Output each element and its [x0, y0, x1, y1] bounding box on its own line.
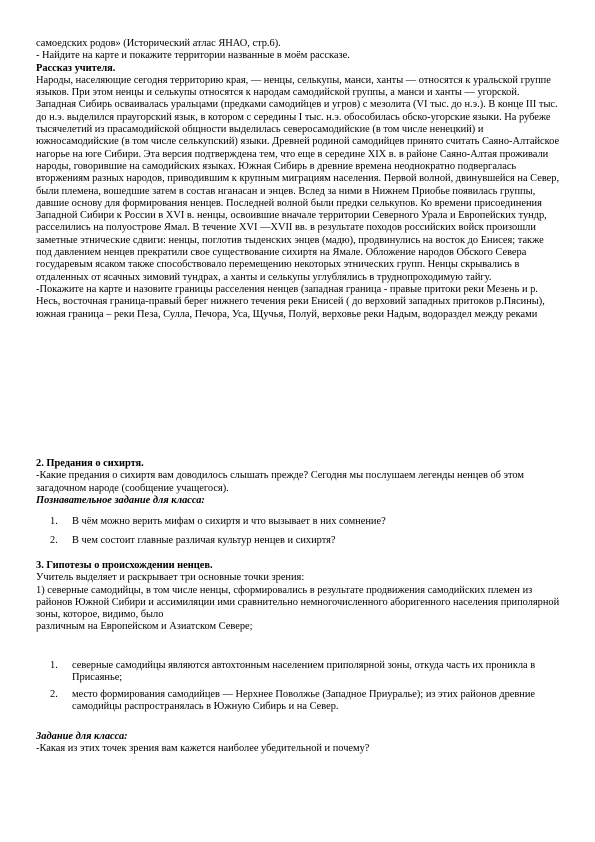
- section-3-point-1-end: различным на Европейском и Азиатском Севере;: [36, 621, 253, 633]
- map-task: -Покажите на карте и назовите границы расселения ненцев (западная граница - правые притоки реки Мезень и р. Несь, восточная граница-правый берег нижнего течения реки Енисей ( до верховий западных притоков р.Пясины), южная граница – реки Пеза, Сулла, Печора, Уса, Щучья, Полуй, верховье реки Надым, водораздел между реками: [36, 283, 545, 320]
- section-3-list: [50, 660, 562, 713]
- section-3-heading: 3. Гипотезы о происхождении ненцев.: [36, 560, 213, 571]
- section-3-intro: Учитель выделяет и раскрывает три основные точки зрения:: [36, 572, 305, 584]
- section-3-point-1: 1) северные самодийцы, в том числе ненцы, сформировались в результате продвижения самодийских племен из районов Южной Сибири и ассимиляции ими сравнительно немногочисленного аборигенного населения приполярной зоны, которое, видимо, было: [36, 584, 560, 621]
- intro-line-2: - Найдите на карте и покажите территории названные в моём рассказе.: [36, 50, 350, 62]
- list-item: [50, 689, 562, 714]
- list-item-text: место формирования самодийцев — Нерхнее Поволжье (Западное Приуралье); из этих районов древние самодийцы распространялась в Южную Сибирь и на Север.: [72, 688, 536, 712]
- intro-section: [36, 38, 562, 321]
- list-item-number: 1.: [50, 516, 58, 527]
- intro-line-1: самоедских родов» (Исторический атлас ЯНАО, стр.6).: [36, 38, 281, 49]
- story-label: Рассказ учителя.: [36, 62, 116, 74]
- list-item: [50, 535, 562, 547]
- section-2: [36, 458, 562, 507]
- section-2-question: -Какие предания о сихиртя вам доводилось слышать прежде? Сегодня мы послушаем легенды ненцев об этом загадочном народе (сообщение учащегося).: [36, 470, 524, 494]
- section-2-list: [50, 516, 562, 548]
- section-3-task-label: Задание для класса:: [36, 731, 128, 742]
- section-3-task: [36, 731, 562, 756]
- list-item-text: северные самодийцы являются автохтонным населением приполярной зоны, откуда часть их проникла в Присаянье;: [72, 660, 536, 684]
- section-3-question: -Какая из этих точек зрения вам кажется наиболее убедительной и почему?: [36, 743, 370, 755]
- section-2-task-label: Познавательное задание для класса:: [36, 494, 205, 506]
- list-item: [50, 516, 562, 528]
- list-item-number: 2.: [50, 688, 58, 700]
- section-3: [36, 560, 562, 634]
- list-item: [50, 660, 562, 685]
- list-item-number: 1.: [50, 660, 58, 671]
- list-item-text: В чём можно верить мифам о сихиртя и что вызывает в них сомнение?: [72, 516, 386, 527]
- list-item-text: В чем состоит главные различая культур ненцев и сихиртя?: [72, 535, 336, 547]
- teacher-story: Народы, населяющие сегодня территорию края, — ненцы, селькупы, манси, ханты — относятся к уральской группе языков. При этом ненцы и селькупы относятся к народам самодийской группы, а манси и ханты — угорской. Западная Сибирь осваивалась уральцами (предками самодийцев и угров) с мезолита (VI тыс. до н.э.). В конце III тыс. до н.э. выделился праугорский язык, в котором с середины I тыс. н.э. обособилась обско-угорские языки. На рубеже тысячелетий из прасамодийской общности выделилась северосамодийские (в том числе ненецкий) и южносамодийские (в том числе селькупский) языки. Древней родиной самодийцев принято считать Саяно-Алтайское нагорье на юге Сибири. Эта версия подтверждена тем, что еще в середине XIX в. в районе Саяно-Алтая проживали народы, говорившие на самодийских языках. Южная Сибирь в древние времена неоднократно подвергалась вторжениям разных народов, приводившим к крупным миграциям населения. Первой волной, двинувшейся на Север, были племена, вошедшие затем в состав нганасан и энцев. Вслед за ними в Нижнем Приобье появилась группы, давшие основу для формирования ненцев. Последней волной были предки селькупов. Ко времени присоединения Западной Сибири к России в XVI в. ненцы, освоившие вначале территории Северного Урала и Европейских тундр, расселились на полуострове Ямал. В течение XVI —XVII вв. в результате походов российских войск произошли заметные этнические сдвиги: ненцы, поглотив тыденских энцев (мадю), продвинулись на восток до Енисея; также под давлением ненцев прекратили свое существование сихиртя на Ямале. Обложение народов Обского Севера государевым ясаком также способствовало перемещению некоторых этнических групп. Ненцы скрывались в отдаленных от ясачных зимовий тундрах, а ханты и селькупы углублялись в труднопроходимую тайгу.: [36, 74, 560, 283]
- section-2-heading: 2. Предания о сихиртя.: [36, 458, 144, 469]
- list-item-number: 2.: [50, 535, 58, 547]
